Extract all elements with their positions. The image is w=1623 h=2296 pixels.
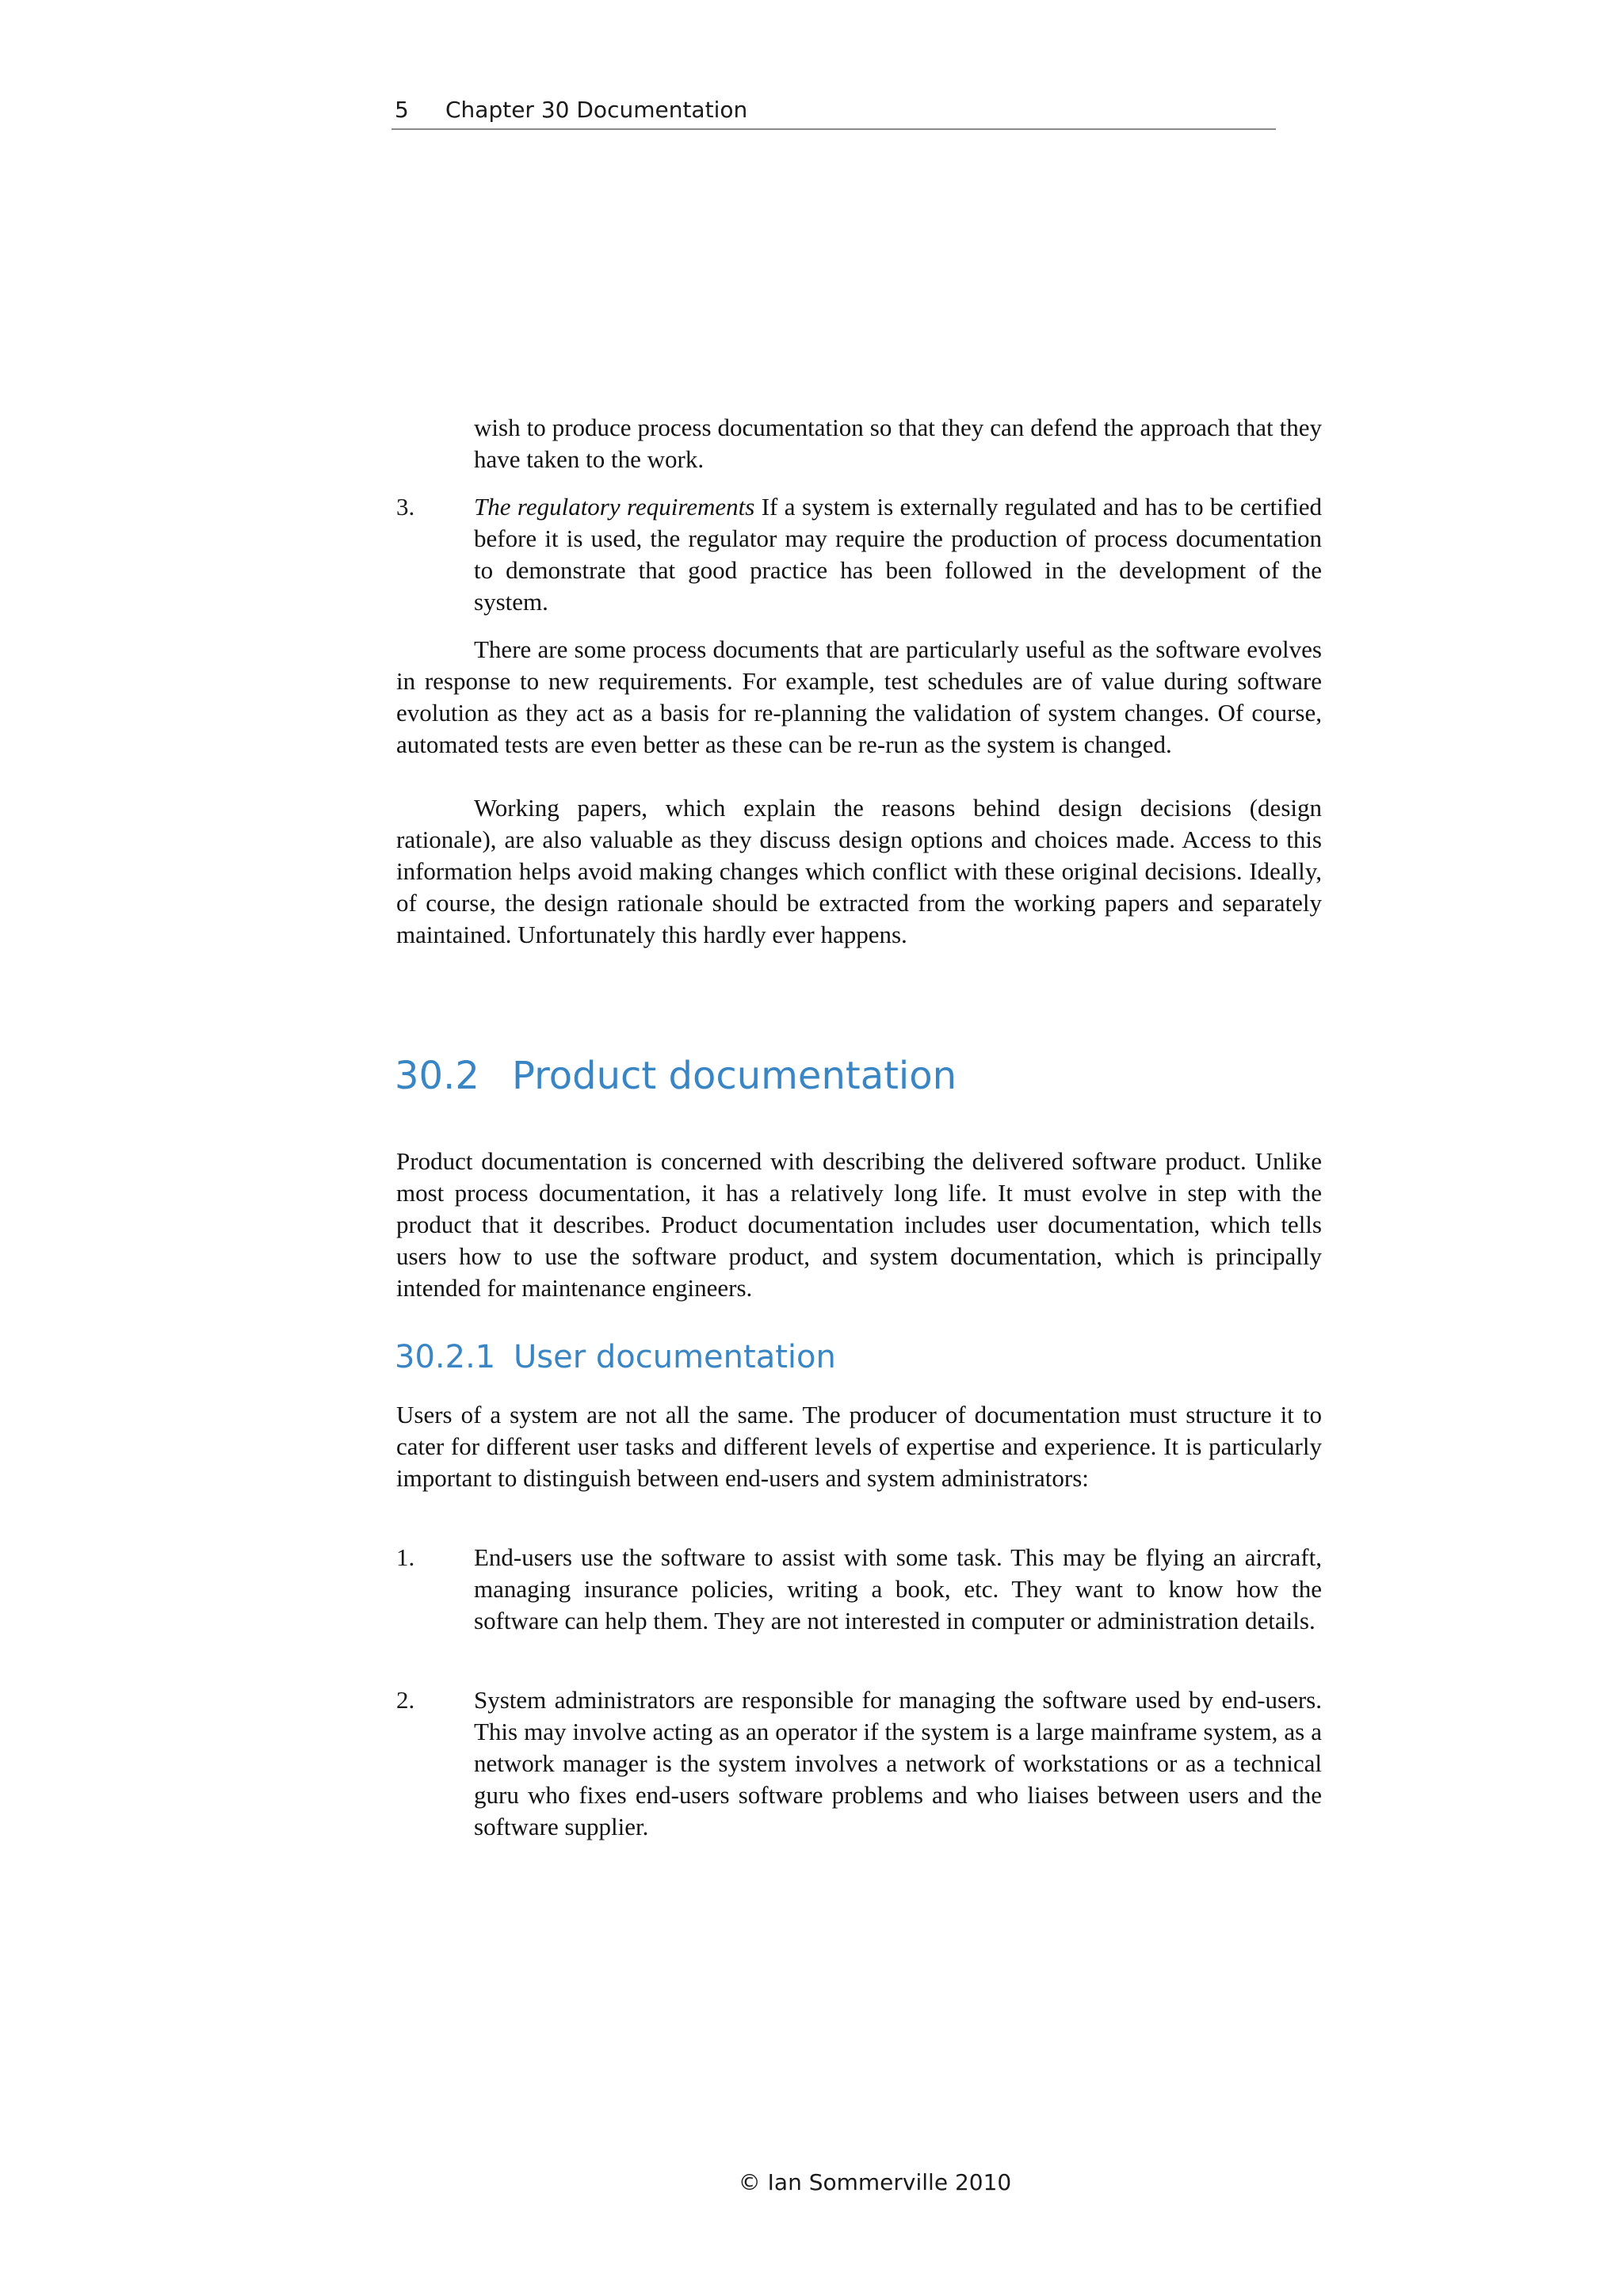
paragraph-user-documentation: Users of a system are not all the same. The producer of documentation must structure it to cater for different user tasks and different levels of expertise and experience. It is particularly important to distinguish between end-users and system administrators: <box>396 1401 1322 1492</box>
copyright-notice: © Ian Sommerville 2010 <box>738 2169 1012 2195</box>
page-number: 5 <box>395 97 409 123</box>
list-item-text: System administrators are responsible for managing the software used by end-users. This may involve acting as an operator if the system is a large mainframe system, as a network manager is the system involves a network of workstations or as a technical guru who fixes end-users software problems and who liaises between users and the software supplier. <box>474 1686 1322 1840</box>
continuation-paragraph: wish to produce process documentation so that they can defend the approach that they have taken to the work. <box>474 414 1322 473</box>
chapter-title: Chapter 30 Documentation <box>445 97 748 123</box>
section-heading <box>395 1054 957 1098</box>
list-item-number: 1. <box>396 1543 415 1571</box>
paragraph-process-documents: There are some process documents that are particularly useful as the software evolves in response to new requirements. For example, test schedules are of value during software evolution as they act as a basis for re-planning the validation of system changes. Of course, automated tests are even better as these can be re-run as the system is changed. <box>396 635 1322 758</box>
list-item-body: If a system is externally regulated and has to be certified before it is used, the regulator may require the production of process documentation to demonstrate that good practice has been followed in the development of the system. <box>474 493 1322 616</box>
section-title: Product documentation <box>512 1054 957 1098</box>
list-item-number: 3. <box>396 493 415 521</box>
page-footer <box>0 2169 1623 2195</box>
subsection-title: User documentation <box>514 1339 836 1375</box>
list-item-text: End-users use the software to assist with some task. This may be flying an aircraft, managing insurance policies, writing a book, etc. They want to know how the software can help them. They are not interested in computer or administration details. <box>474 1543 1322 1634</box>
paragraph-product-documentation: Product documentation is concerned with describing the delivered software product. Unlike most process documentation, it has a relatively long life. It must evolve in step with the product that it describes. Product documentation includes user documentation, which tells users how to use the software product, and system documentation, which is principally intended for maintenance engineers. <box>396 1147 1322 1302</box>
list-item-lead: The regulatory requirements <box>474 493 755 521</box>
subsection-heading <box>395 1339 836 1375</box>
subsection-number: 30.2.1 <box>395 1339 496 1375</box>
running-header <box>391 93 1276 130</box>
list-item-number: 2. <box>396 1686 415 1714</box>
section-number: 30.2 <box>395 1054 479 1098</box>
list-item-text <box>474 491 1322 618</box>
paragraph-working-papers: Working papers, which explain the reasons behind design decisions (design rationale), are also valuable as they discuss design options and choices made. Access to this information helps avoid making changes which conflict with these original decisions. Ideally, of course, the design rationale should be extracted from the working papers and separately maintained. Unfortunately this hardly ever happens. <box>396 794 1322 948</box>
